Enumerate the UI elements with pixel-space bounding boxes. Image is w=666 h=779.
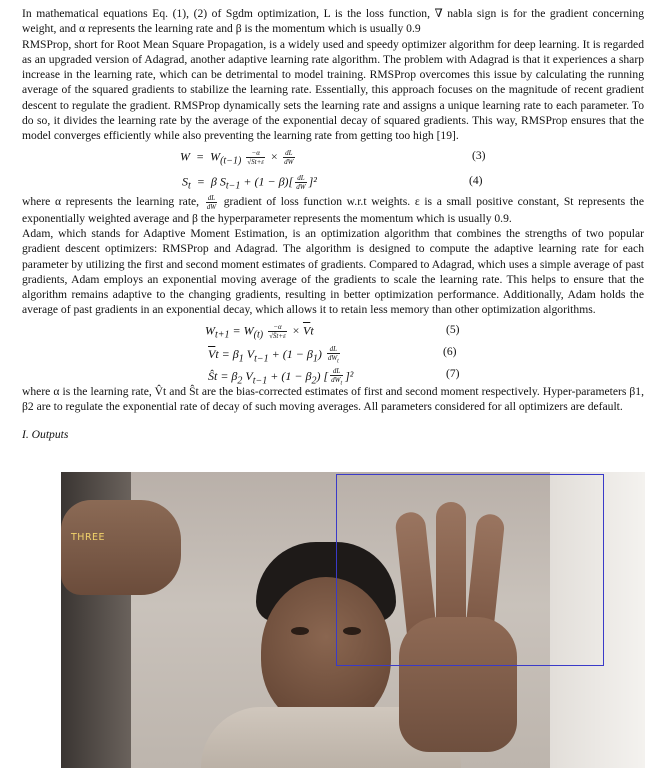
equation-5: $W_{t+1} = W_{(t)}$ $\frac{-\alpha}{√Ŝt+\varepsilon}$ × $\overline{V}t$ (5) [205, 322, 460, 341]
equation-number: (6) [443, 344, 457, 358]
eye-left [291, 627, 309, 635]
section-heading-outputs: I. Outputs [22, 428, 69, 442]
paragraph-where-alpha: where α represents the learning rate, $\frac{dL}{dW}$ gradient of loss function w.r.t weights. ε is a small positive constant, St represents the exponentially weighted average and β the hyperparameter represents the momentum which is usually 0.9. [22, 193, 644, 225]
paragraph-sgdm: In mathematical equations Eq. (1), (2) of Sgdm optimization, L is the loss function, ∇ nabla sign is for the gradient concerning weight, and α represents the learning rate and β is the momentum which is usually 0.9 [22, 7, 644, 36]
equation-6: $\overline{V}t = \beta_1$ $V_{t-1} + (1 - \beta_1)$ $\frac{dL}{dW_t}$ (6) [208, 344, 457, 365]
gesture-label: THREE [71, 532, 106, 543]
equation-number: (4) [469, 173, 483, 187]
paragraph-where-hat: where α is the learning rate, V̂t and Ŝt are the bias-corrected estimates of first and second moment respectively. Hyper-parameters β1, β2 are to regulate the exponential rate of decay of such moving averages. All parameters considered for all optimizers are default. [22, 384, 644, 414]
equation-number: (3) [472, 148, 486, 162]
raised-left-hand [61, 500, 181, 595]
paragraph-rmsprop: RMSProp, short for Root Mean Square Propagation, is a widely used and speedy optimizer algorithm for deep learning. It is regarded as an upgraded version of Adagrad, another adaptive learning rate algorithm. The problem with Adagrad is that it experiences a sharp increase in the learning rate, which can be detrimental to model training. RMSProp overcomes this issue by calculating the running average of the squared gradients to stabilize the learning rate. Essentially, this approach focuses on the magnitude of recent gradient descent to regulate the gradient. RMSProp dynamically sets the learning rate and assigns a unique learning rate to each parameter. To do so, it divides the learning rate by the average of the exponential decay of squared gradients. This way, RMSProp ensures that the model converges efficiently while also preventing the learning rate from getting too high [19]. [22, 37, 644, 143]
paragraph-adam: Adam, which stands for Adaptive Moment Estimation, is an optimization algorithm that combines the strengths of two popular gradient descent optimizers: RMSProp and Adagrad. The algorithm is designed to compute the adaptive learning rate for each parameter by utilizing the first and second moment estimates of gradients. Compared to Adagrad, which uses a simple average of past gradients, Adam employs an exponential moving average of the gradients to scale the learning rate. This helps to ensure that the algorithm remains adaptive to the changing gradients, resulting in better optimization performance. Additionally, Adam holds the average of past gradients in an exponential decay, which allows it to retain less memory than other optimization algorithms. [22, 226, 644, 317]
equation-number: (7) [446, 366, 460, 380]
paper-page [22, 6, 644, 441]
equation-4: $S_t = \beta$ $S_{t-1} + (1 - \beta)$[ $\frac{dL}{dW}$ ]² (4) [182, 173, 483, 192]
equation-3: $W = W_{(t-1)}$ $\frac{-\alpha}{√St+\varepsilon}$ × $\frac{dL}{dW}$ (3) [180, 148, 486, 167]
output-photo [61, 472, 645, 768]
detection-bounding-box [336, 474, 604, 666]
equation-number: (5) [446, 322, 460, 336]
equation-7: Ŝt = $\beta_2$ $V_{t-1} + (1 - \beta_2)$ [ $\frac{dL}{dW_t}$ ]² (7) [208, 366, 460, 387]
